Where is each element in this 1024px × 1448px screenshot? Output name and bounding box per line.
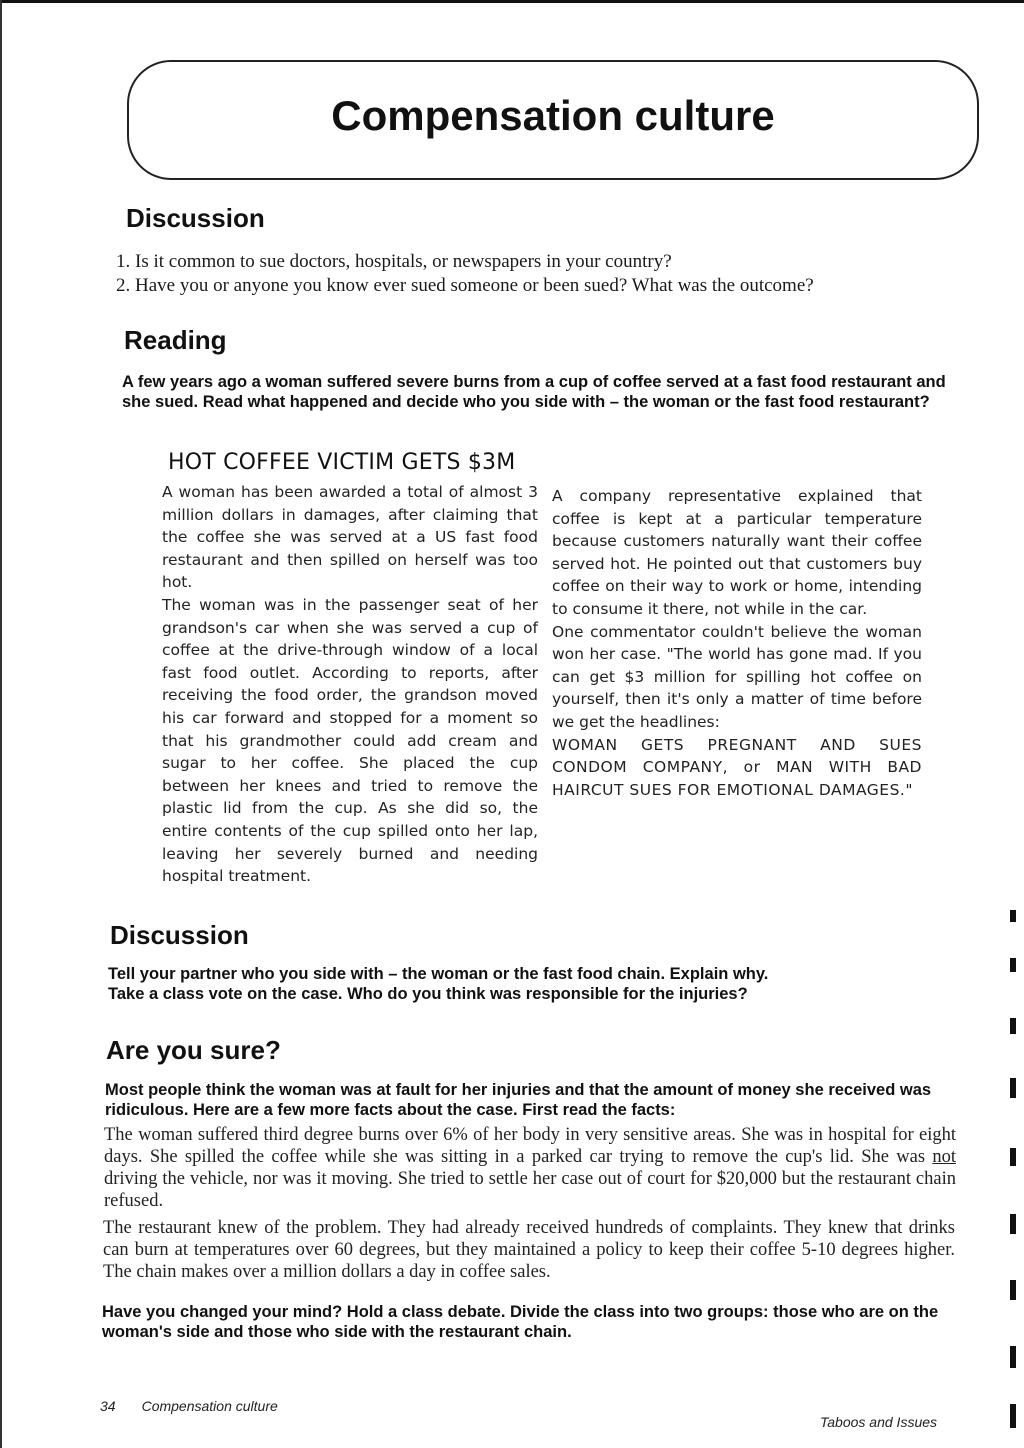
article-paragraph: The woman was in the passenger seat of her grandson's car when she was served a cup of coffee at the drive-through window of a local fast food outlet. According to reports, after receiving the food order, the grandson moved his car forward and stopped for a moment so that his grandmother could add cream and sugar to her coffee. She placed the cup between her knees and tried to remove the plastic lid from the cup. As she did so, the entire contents of the cup spilled onto her lap, leaving her severely burned and needing hospital treatment. xyxy=(162,595,538,886)
question-2: 2. Have you or anyone you know ever sued someone or been sued? What was the outcome? xyxy=(116,275,814,296)
discussion-instructions xyxy=(108,964,968,1004)
reading-heading: Reading xyxy=(124,325,227,355)
facts-paragraph-2 xyxy=(103,1217,955,1283)
footer-left xyxy=(100,1398,304,1414)
facts-paragraph-1 xyxy=(104,1124,956,1212)
footer-section: Compensation culture xyxy=(141,1398,278,1414)
page-top-edge xyxy=(0,0,1024,3)
article-headline: HOT COFFEE VICTIM GETS $3M xyxy=(168,450,516,475)
imagined-headlines: WOMAN GETS PREGNANT AND SUES CONDOM COMPANY, or MAN WITH BAD HAIRCUT SUES FOR EMOTIONAL DAMAGES." xyxy=(552,735,922,799)
footer-book-title: Taboos and Issues xyxy=(820,1414,938,1430)
article-paragraph: A woman has been awarded a total of almost 3 million dollars in damages, after claiming that the coffee she was served at a US fast food restaurant and then spilled on herself was too hot. xyxy=(162,483,538,592)
facts-text: driving the vehicle, nor was it moving. She tried to settle her case out of court for $20,000 but the restaurant chain refused. xyxy=(104,1169,956,1211)
article-right-column xyxy=(552,485,922,801)
reading-instruction: A few years ago a woman suffered severe burns from a cup of coffee served at a fast food restaurant and she sued. Read what happened and decide who you side with – the woman or the fast food restaurant? xyxy=(122,373,946,411)
facts-text: The woman suffered third degree burns over 6% of her body in very sensitive areas. She was in hospital for eight days. She spilled the coffee while she was sitting in a parked car trying to remove the cup's lid. She was xyxy=(104,1125,956,1167)
debate-instruction: Have you changed your mind? Hold a class debate. Divide the class into two groups: those who are on the woman's side and those who side with the restaurant chain. xyxy=(102,1303,939,1341)
article-paragraph: A company representative explained that coffee is kept at a particular temperature because customers naturally want their coffee served hot. He pointed out that customers buy coffee on their way to work or home, intending to consume it there, not while in the car. xyxy=(552,487,922,618)
facts-text: The restaurant knew of the problem. They had already received hundreds of complaints. They knew that drinks can burn at temperatures over 60 degrees, but they maintained a policy to keep their coffee 5-10 degrees higher. The chain makes over a million dollars a day in coffee sales. xyxy=(103,1218,955,1282)
article-paragraph: One commentator couldn't believe the woman won her case. "The world has gone mad. If you can get $3 million for spilling hot coffee on yourself, then it's only a matter of time before we get the headlines: xyxy=(552,622,922,731)
discussion-heading: Discussion xyxy=(126,203,265,233)
discussion-line-1: Tell your partner who you side with – the woman or the fast food chain. Explain why. xyxy=(108,965,769,983)
page-title: Compensation culture xyxy=(331,92,775,139)
scan-edge-marks xyxy=(1006,910,1020,1430)
question-1: 1. Is it common to sue doctors, hospitals, or newspapers in your country? xyxy=(116,251,672,272)
discussion-heading-2: Discussion xyxy=(110,920,249,950)
are-you-sure-heading: Are you sure? xyxy=(106,1035,281,1065)
are-you-sure-instruction: Most people think the woman was at fault for her injuries and that the amount of money she received was ridiculous. Here are a few more facts about the case. First read the facts: xyxy=(105,1081,932,1119)
page-left-edge xyxy=(0,0,2,1448)
article-left-column xyxy=(162,481,538,888)
discussion-line-2: Take a class vote on the case. Who do you think was responsible for the injuries? xyxy=(108,985,748,1003)
discussion-questions xyxy=(116,250,916,298)
emphasis-not: not xyxy=(932,1147,956,1167)
page-number: 34 xyxy=(100,1398,116,1414)
